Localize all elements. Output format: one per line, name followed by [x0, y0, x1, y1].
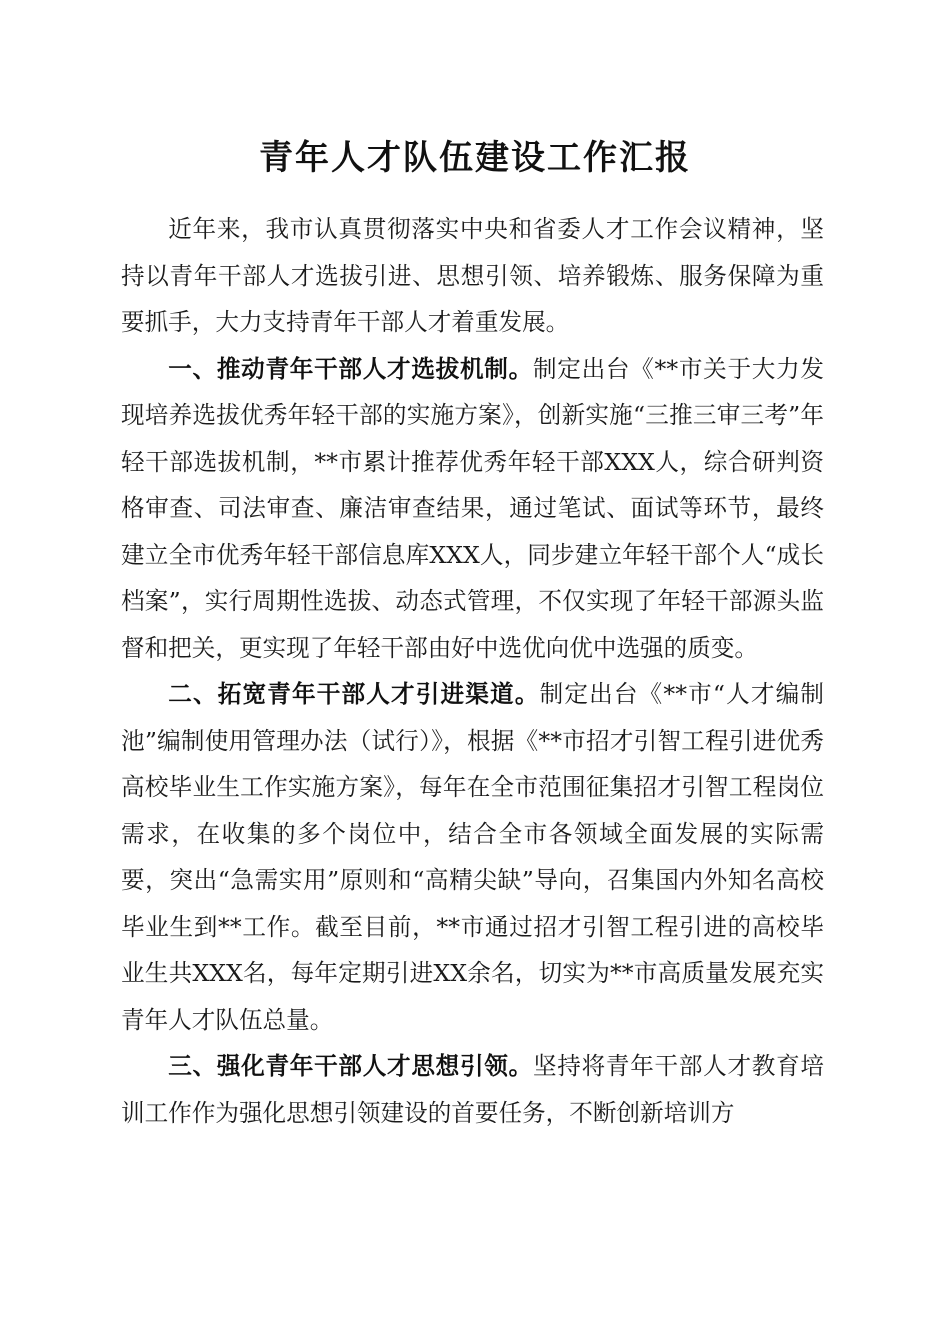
section-1-text: 制定出台《**市关于大力发现培养选拔优秀年轻干部的实施方案》，创新实施“三推三审三考”年轻干部选拔机制，**市累计推荐优秀年轻干部XXX人，综合研判资格审查、司法审查、廉洁审查结果，通过笔试、面试等环节，最终建立全市优秀年轻干部信息库XXX人，同步建立年轻干部个人“成长档案”，实行周期性选拔、动态式管理，不仅实现了年轻干部源头监督和把关，更实现了年轻干部由好中选优向优中选强的质变。 [121, 354, 825, 662]
section-2-text: 制定出台《**市“人才编制池”编制使用管理办法（试行）》，根据《**市招才引智工程引进优秀高校毕业生工作实施方案》，每年在全市范围征集招才引智工程岗位需求，在收集的多个岗位中，结合全市各领域全面发展的实际需要，突出“急需实用”原则和“高精尖缺”导向，召集国内外知名高校毕业生到**工作。截至目前，**市通过招才引智工程引进的高校毕业生共XXX名，每年定期引进XX余名，切实为**市高质量发展充实青年人才队伍总量。 [121, 680, 825, 1034]
section-3-text: 坚持将青年干部人才教育培训工作作为强化思想引领建设的首要任务，不断创新培训方 [121, 1052, 825, 1127]
section-1-heading: 一、推动青年干部人才选拔机制。 [168, 354, 533, 383]
document-title: 青年人才队伍建设工作汇报 [259, 138, 691, 178]
section-2-heading: 二、拓宽青年干部人才引进渠道。 [168, 680, 540, 708]
section-3-heading: 三、强化青年干部人才思想引领。 [168, 1052, 533, 1080]
section-1-paragraph [121, 346, 824, 672]
document-body [121, 206, 824, 1136]
intro-paragraph [121, 206, 824, 346]
section-3-paragraph [121, 1043, 824, 1136]
section-2-paragraph [121, 671, 824, 1043]
paragraph-text: 近年来，我市认真贯彻落实中央和省委人才工作会议精神，坚持以青年干部人才选拔引进、思想引领、培养锻炼、服务保障为重要抓手，大力支持青年干部人才着重发展。 [121, 215, 824, 336]
